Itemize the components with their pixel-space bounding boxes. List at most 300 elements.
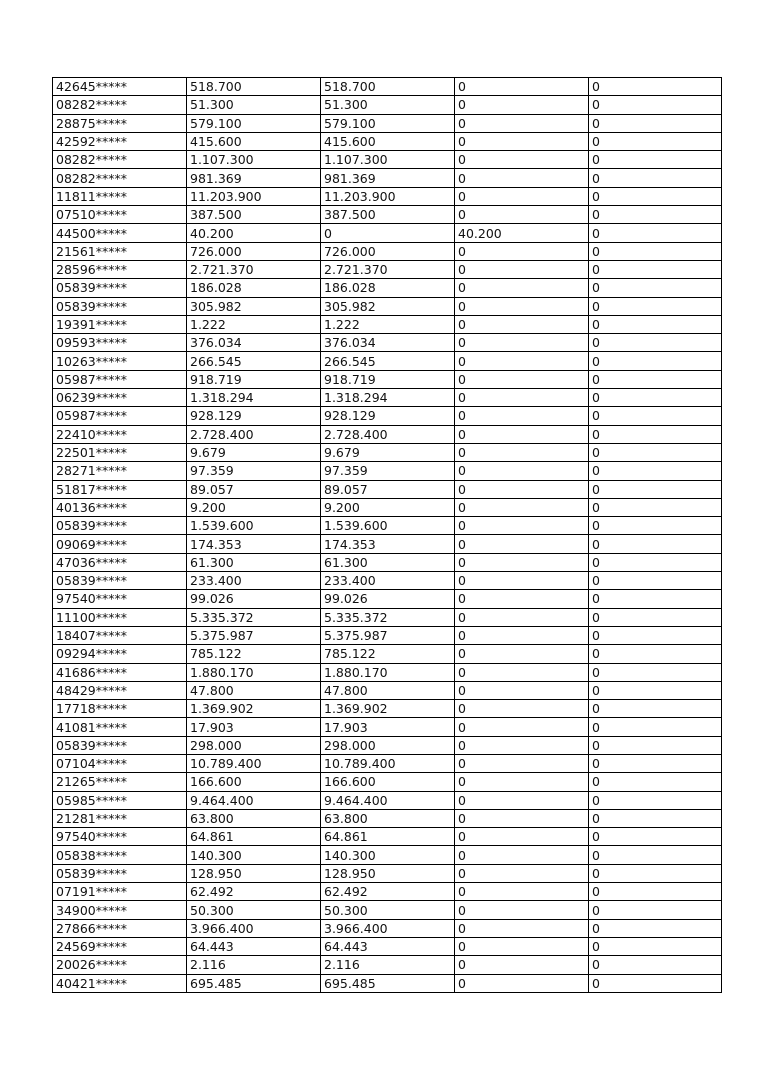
table-cell: 0 [589,462,722,480]
table-row [53,187,722,205]
table-cell: 186.028 [187,279,321,297]
table-cell: 0 [455,974,589,992]
table-cell: 174.353 [187,535,321,553]
table-cell: 695.485 [187,974,321,992]
table-cell: 08282***** [53,151,187,169]
table-cell: 0 [589,608,722,626]
table-cell: 08282***** [53,96,187,114]
table-cell: 233.400 [321,572,455,590]
table-body [53,78,722,993]
table-cell: 1.539.600 [187,517,321,535]
table-row [53,279,722,297]
table-cell: 06239***** [53,389,187,407]
table-cell: 05839***** [53,297,187,315]
table-cell: 24569***** [53,937,187,955]
table-cell: 0 [455,553,589,571]
table-cell: 9.464.400 [187,791,321,809]
table-cell: 05987***** [53,370,187,388]
table-cell: 61.300 [321,553,455,571]
table-cell: 0 [589,260,722,278]
table-row [53,663,722,681]
table-cell: 07191***** [53,883,187,901]
table-row [53,425,722,443]
table-cell: 0 [589,718,722,736]
table-cell: 305.982 [187,297,321,315]
table-cell: 0 [455,937,589,955]
table-cell: 17.903 [321,718,455,736]
table-cell: 0 [455,572,589,590]
table-row [53,791,722,809]
table-cell: 0 [455,517,589,535]
table-cell: 0 [455,242,589,260]
table-row [53,645,722,663]
table-cell: 17.903 [187,718,321,736]
table-cell: 10.789.400 [187,754,321,772]
table-cell: 0 [589,645,722,663]
table-cell: 1.107.300 [321,151,455,169]
table-cell: 0 [455,334,589,352]
table-cell: 1.222 [187,315,321,333]
table-cell: 376.034 [187,334,321,352]
table-cell: 48429***** [53,681,187,699]
table-cell: 726.000 [321,242,455,260]
table-cell: 0 [455,114,589,132]
table-cell: 0 [455,187,589,205]
table-cell: 17718***** [53,700,187,718]
table-row [53,334,722,352]
table-cell: 0 [589,572,722,590]
table-cell: 09294***** [53,645,187,663]
table-cell: 298.000 [187,736,321,754]
table-cell: 0 [589,846,722,864]
table-cell: 387.500 [187,206,321,224]
table-cell: 62.492 [187,883,321,901]
table-row [53,883,722,901]
table-cell: 28271***** [53,462,187,480]
table-cell: 21281***** [53,809,187,827]
table-cell: 51.300 [321,96,455,114]
table-cell: 0 [589,681,722,699]
table-cell: 0 [589,297,722,315]
table-cell: 64.443 [321,937,455,955]
table-cell: 0 [455,480,589,498]
table-cell: 5.375.987 [321,626,455,644]
table-cell: 0 [455,681,589,699]
table-cell: 0 [455,370,589,388]
table-cell: 0 [455,443,589,461]
table-cell: 11.203.900 [321,187,455,205]
table-cell: 0 [589,626,722,644]
table-cell: 89.057 [187,480,321,498]
table-row [53,297,722,315]
table-cell: 233.400 [187,572,321,590]
table-cell: 40136***** [53,498,187,516]
table-cell: 0 [589,389,722,407]
table-cell: 97540***** [53,828,187,846]
table-cell: 166.600 [187,773,321,791]
table-cell: 0 [455,132,589,150]
table-cell: 42645***** [53,78,187,96]
table-cell: 41081***** [53,718,187,736]
table-cell: 3.966.400 [321,919,455,937]
table-cell: 0 [455,535,589,553]
table-cell: 0 [589,279,722,297]
table-row [53,846,722,864]
table-cell: 0 [455,608,589,626]
table-row [53,352,722,370]
table-row [53,773,722,791]
table-cell: 298.000 [321,736,455,754]
table-cell: 1.539.600 [321,517,455,535]
table-cell: 0 [589,224,722,242]
table-cell: 0 [455,828,589,846]
table-cell: 05839***** [53,572,187,590]
table-cell: 0 [589,169,722,187]
table-row [53,956,722,974]
table-cell: 918.719 [187,370,321,388]
table-row [53,498,722,516]
table-cell: 1.107.300 [187,151,321,169]
table-cell: 9.679 [187,443,321,461]
table-cell: 0 [589,78,722,96]
table-cell: 64.861 [321,828,455,846]
table-cell: 5.335.372 [321,608,455,626]
table-cell: 0 [455,736,589,754]
table-cell: 0 [589,828,722,846]
table-cell: 305.982 [321,297,455,315]
table-cell: 981.369 [321,169,455,187]
table-row [53,700,722,718]
table-cell: 08282***** [53,169,187,187]
table-cell: 0 [321,224,455,242]
table-cell: 0 [589,663,722,681]
table-cell: 28596***** [53,260,187,278]
table-cell: 0 [589,480,722,498]
table-cell: 0 [589,974,722,992]
table-cell: 0 [589,132,722,150]
table-cell: 09593***** [53,334,187,352]
table-cell: 0 [455,700,589,718]
table-cell: 0 [589,736,722,754]
table-cell: 40.200 [187,224,321,242]
table-cell: 5.335.372 [187,608,321,626]
table-cell: 415.600 [321,132,455,150]
table-cell: 0 [455,78,589,96]
table-row [53,535,722,553]
table-cell: 07104***** [53,754,187,772]
table-row [53,114,722,132]
table-cell: 0 [455,791,589,809]
table-cell: 0 [455,590,589,608]
table-cell: 0 [455,498,589,516]
table-cell: 10.789.400 [321,754,455,772]
table-cell: 0 [589,114,722,132]
table-cell: 0 [455,901,589,919]
table-cell: 97540***** [53,590,187,608]
table-row [53,626,722,644]
table-cell: 0 [455,754,589,772]
table-row [53,260,722,278]
table-cell: 518.700 [321,78,455,96]
table-cell: 128.950 [187,864,321,882]
table-cell: 22410***** [53,425,187,443]
table-row [53,242,722,260]
table-cell: 0 [455,96,589,114]
table-cell: 0 [455,864,589,882]
table-cell: 2.116 [321,956,455,974]
table-cell: 0 [455,645,589,663]
table-cell: 22501***** [53,443,187,461]
table-cell: 05839***** [53,864,187,882]
table-row [53,78,722,96]
table-cell: 63.800 [187,809,321,827]
table-cell: 0 [455,626,589,644]
table-cell: 266.545 [321,352,455,370]
table-cell: 266.545 [187,352,321,370]
table-row [53,132,722,150]
table-cell: 47.800 [187,681,321,699]
table-row [53,937,722,955]
table-cell: 0 [589,773,722,791]
table-cell: 1.222 [321,315,455,333]
table-cell: 166.600 [321,773,455,791]
table-cell: 41686***** [53,663,187,681]
table-row [53,553,722,571]
table-cell: 97.359 [187,462,321,480]
table-cell: 186.028 [321,279,455,297]
table-cell: 11811***** [53,187,187,205]
table-cell: 99.026 [187,590,321,608]
table-cell: 2.728.400 [187,425,321,443]
table-row [53,96,722,114]
table-cell: 34900***** [53,901,187,919]
table-row [53,407,722,425]
table-cell: 0 [589,315,722,333]
table-cell: 0 [589,498,722,516]
table-cell: 10263***** [53,352,187,370]
table-cell: 0 [455,663,589,681]
table-cell: 140.300 [187,846,321,864]
table-row [53,389,722,407]
table-cell: 928.129 [321,407,455,425]
table-row [53,718,722,736]
table-cell: 0 [455,352,589,370]
table-cell: 0 [589,187,722,205]
table-cell: 0 [589,517,722,535]
table-cell: 579.100 [321,114,455,132]
table-row [53,736,722,754]
table-row [53,809,722,827]
table-cell: 0 [455,297,589,315]
table-cell: 3.966.400 [187,919,321,937]
table-cell: 0 [589,700,722,718]
table-cell: 89.057 [321,480,455,498]
table-cell: 05839***** [53,279,187,297]
table-row [53,974,722,992]
table-cell: 918.719 [321,370,455,388]
table-cell: 1.880.170 [321,663,455,681]
table-cell: 2.728.400 [321,425,455,443]
table-row [53,572,722,590]
table-cell: 0 [589,334,722,352]
table-row [53,828,722,846]
table-cell: 0 [589,352,722,370]
table-cell: 0 [455,169,589,187]
table-cell: 174.353 [321,535,455,553]
table-row [53,206,722,224]
table-cell: 9.464.400 [321,791,455,809]
table-cell: 376.034 [321,334,455,352]
table-cell: 11.203.900 [187,187,321,205]
table-cell: 0 [455,883,589,901]
table-cell: 0 [455,151,589,169]
table-cell: 09069***** [53,535,187,553]
table-cell: 1.318.294 [187,389,321,407]
table-row [53,608,722,626]
table-cell: 1.369.902 [187,700,321,718]
table-row [53,590,722,608]
table-cell: 42592***** [53,132,187,150]
table-cell: 518.700 [187,78,321,96]
table-cell: 0 [455,389,589,407]
table-cell: 9.200 [187,498,321,516]
table-cell: 0 [589,242,722,260]
table-cell: 0 [455,773,589,791]
table-row [53,754,722,772]
table-cell: 19391***** [53,315,187,333]
table-row [53,517,722,535]
table-cell: 5.375.987 [187,626,321,644]
table-cell: 40.200 [455,224,589,242]
table-row [53,169,722,187]
table-cell: 1.880.170 [187,663,321,681]
table-cell: 928.129 [187,407,321,425]
table-cell: 1.369.902 [321,700,455,718]
table-cell: 0 [455,718,589,736]
table-cell: 63.800 [321,809,455,827]
table-cell: 0 [455,425,589,443]
table-cell: 0 [589,553,722,571]
table-cell: 44500***** [53,224,187,242]
table-cell: 0 [455,206,589,224]
table-cell: 387.500 [321,206,455,224]
table-cell: 61.300 [187,553,321,571]
table-cell: 1.318.294 [321,389,455,407]
table-cell: 415.600 [187,132,321,150]
table-cell: 05987***** [53,407,187,425]
table-cell: 128.950 [321,864,455,882]
table-cell: 05985***** [53,791,187,809]
table-cell: 0 [455,846,589,864]
table-cell: 47036***** [53,553,187,571]
table-cell: 0 [589,754,722,772]
table-cell: 2.721.370 [187,260,321,278]
table-row [53,919,722,937]
table-cell: 64.861 [187,828,321,846]
table-cell: 40421***** [53,974,187,992]
table-cell: 0 [589,590,722,608]
table-cell: 726.000 [187,242,321,260]
table-row [53,480,722,498]
table-cell: 64.443 [187,937,321,955]
table-cell: 0 [589,96,722,114]
table-cell: 28875***** [53,114,187,132]
data-table [52,77,722,993]
table-cell: 0 [455,315,589,333]
table-cell: 20026***** [53,956,187,974]
table-cell: 62.492 [321,883,455,901]
table-cell: 97.359 [321,462,455,480]
table-row [53,864,722,882]
table-cell: 50.300 [187,901,321,919]
table-cell: 0 [455,956,589,974]
table-cell: 0 [455,919,589,937]
table-cell: 50.300 [321,901,455,919]
table-row [53,315,722,333]
table-cell: 0 [589,206,722,224]
table-cell: 0 [589,791,722,809]
table-cell: 11100***** [53,608,187,626]
table-row [53,901,722,919]
table-cell: 0 [589,919,722,937]
table-cell: 0 [589,809,722,827]
table-cell: 0 [589,407,722,425]
table-cell: 0 [589,901,722,919]
table-cell: 0 [455,279,589,297]
table-cell: 140.300 [321,846,455,864]
table-cell: 05838***** [53,846,187,864]
table-cell: 99.026 [321,590,455,608]
table-cell: 0 [589,937,722,955]
table-cell: 0 [589,370,722,388]
table-cell: 51.300 [187,96,321,114]
table-cell: 27866***** [53,919,187,937]
table-cell: 0 [455,462,589,480]
table-cell: 2.721.370 [321,260,455,278]
table-cell: 695.485 [321,974,455,992]
table-row [53,224,722,242]
table-cell: 18407***** [53,626,187,644]
table-cell: 05839***** [53,736,187,754]
table-cell: 9.679 [321,443,455,461]
table-cell: 0 [589,443,722,461]
table-row [53,151,722,169]
table-cell: 785.122 [187,645,321,663]
table-row [53,443,722,461]
table-cell: 0 [589,956,722,974]
table-cell: 785.122 [321,645,455,663]
table-cell: 07510***** [53,206,187,224]
table-cell: 0 [455,407,589,425]
table-cell: 2.116 [187,956,321,974]
table-cell: 0 [589,883,722,901]
table-cell: 579.100 [187,114,321,132]
table-row [53,370,722,388]
table-cell: 0 [589,864,722,882]
table-cell: 0 [455,260,589,278]
table-cell: 9.200 [321,498,455,516]
table-row [53,462,722,480]
table-cell: 05839***** [53,517,187,535]
table-cell: 47.800 [321,681,455,699]
table-cell: 21265***** [53,773,187,791]
table-cell: 0 [455,809,589,827]
table-cell: 0 [589,535,722,553]
table-cell: 51817***** [53,480,187,498]
table-cell: 21561***** [53,242,187,260]
table-row [53,681,722,699]
table-cell: 981.369 [187,169,321,187]
